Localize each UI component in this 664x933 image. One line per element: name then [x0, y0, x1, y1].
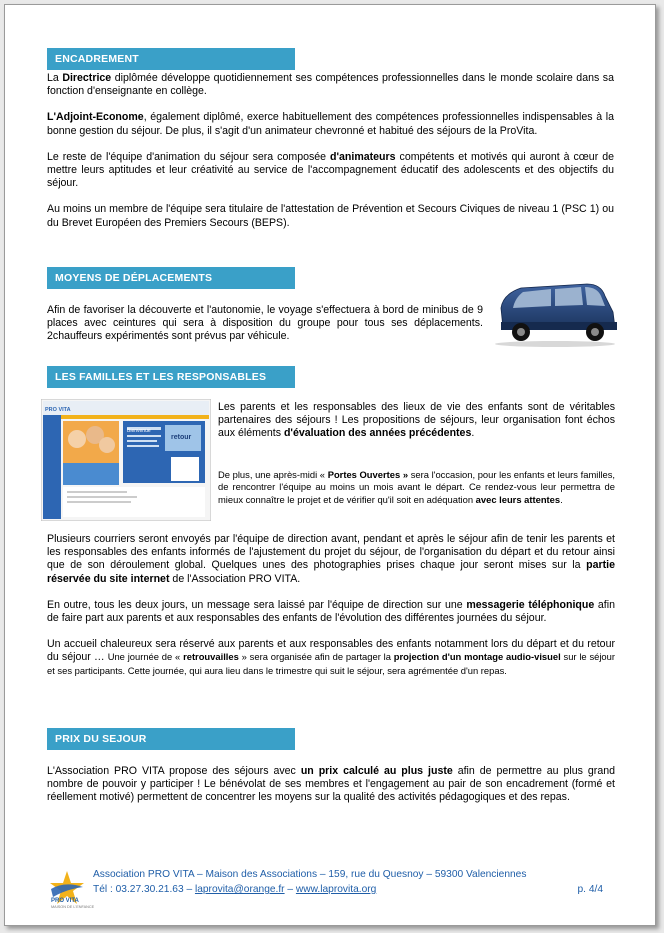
- footer-address: Association PRO VITA – Maison des Associations – 159, rue du Quesnoy – 59300 Valenciennes: [93, 869, 527, 880]
- prix-text: [47, 765, 615, 805]
- paragraph: Afin de favoriser la découverte et l'autonomie, le voyage s'effectuera à bord de minibus de 9 places avec ceintures qui sera à disposition du groupe pour tous ses déplacements. 2chauffeurs expérimentés sont prévus par véhicule.: [47, 304, 483, 343]
- moyens-text: [47, 304, 483, 344]
- paragraph: L'Association PRO VITA propose des séjours avec un prix calculé au plus juste afin de permettre au plus grand nombre de pouvoir y participer ! Le bénévolat de ses membres et l'engagement au pair de son encadrement (formé et réellement motivé) permettent de concentrer les moyens sur la qualité des activités pédagogiques et des repas.: [47, 765, 616, 804]
- familles-intro-text: [218, 401, 615, 441]
- paragraph: Au moins un membre de l'équipe sera titulaire de l'attestation de Prévention et Secours Civiques de niveau 1 (PSC 1) ou du Brevet Européen des Premiers Secours (BEPS).: [47, 203, 614, 229]
- paragraph: Plusieurs courriers seront envoyés par l'équipe de direction avant, pendant et après le séjour afin de tenir les parents et les responsables des enfants informés de l'ajustement du projet du séjour, de l'organisation du départ et du retour ainsi que de son déroulement global. Quelques unes des photographies prises chaque jour seront mises sur la partie réservée du site internet de l'Association PRO VITA.: [47, 533, 615, 585]
- website-welcome-text: Bienvenue: [127, 428, 151, 434]
- paragraph: La Directrice diplômée développe quotidiennement ses compétences professionnelles dans le monde scolaire dans sa fonction d'enseignante en collège.: [47, 72, 614, 98]
- paragraph: Les parents et les responsables des lieux de vie des enfants sont de véritables partenaires des séjours ! Les propositions de séjours, leur organisation font échos aux éléments d'évaluation des années précédentes.: [218, 401, 615, 440]
- website-banner-text: retour: [171, 434, 192, 441]
- encadrement-text: [47, 72, 614, 230]
- logo-text: PRO VITA: [51, 898, 79, 904]
- section-header-encadrement: ENCADREMENT: [47, 48, 295, 70]
- page-number: p. 4/4: [577, 884, 603, 895]
- footer-website-link[interactable]: www.laprovita.org: [295, 884, 377, 895]
- section-header-moyens: MOYENS DE DÉPLACEMENTS: [47, 267, 295, 289]
- paragraph: Un accueil chaleureux sera réservé aux parents et aux responsables des enfants notamment lors du départ et du retour du séjour … Une journée de « retrouvailles » sera organisée afin de partager la projection d'un montage audio-visuel sur le séjour et ses participants. Cette journée, qui aura lieu dans le trimestre qui suit le séjour, sera agrémentée d'un repas.: [47, 638, 615, 676]
- familles-portes-ouvertes-text: [218, 469, 615, 506]
- section-header-familles: LES FAMILLES ET LES RESPONSABLES: [47, 366, 295, 388]
- paragraph: Le reste de l'équipe d'animation du séjour sera composée d'animateurs compétents et motivés qui auront à cœur de mettre leurs aptitudes et leur créativité au service de l'accompagnement éducatif des adolescents et des objectifs du séjour.: [47, 150, 614, 190]
- website-screenshot-image: [41, 399, 211, 521]
- footer-separator: –: [284, 884, 296, 895]
- paragraph: L'Adjoint-Econome, également diplômé, exerce habituellement des compétences professionnelles indispensables à la bonne gestion du séjour. De plus, il s'agit d'un animateur chevronné et habitué des séjours de la ProVita.: [47, 111, 614, 137]
- footer-email-link[interactable]: laprovita@orange.fr: [194, 884, 285, 895]
- paragraph: De plus, une après-midi « Portes Ouvertes » sera l'occasion, pour les enfants et leurs familles, de rencontrer l'équipe au moins un mois avant le départ. Ce rendez-vous leur permettra de mieux connaître le projet et de vérifier qu'il soit en adéquation avec leurs attentes.: [218, 469, 616, 505]
- logo-subtext: MAISON DE L'ENFANCE: [51, 905, 95, 909]
- familles-text: [47, 533, 615, 678]
- footer-contact: [93, 884, 613, 895]
- minibus-image: [491, 278, 619, 348]
- section-header-prix: PRIX DU SEJOUR: [47, 728, 295, 750]
- document-page: [4, 4, 656, 926]
- paragraph: En outre, tous les deux jours, un message sera laissé par l'équipe de direction sur une messagerie téléphonique afin de faire part aux parents et aux responsables des enfants de l'évolution des différentes journées du séjour.: [47, 598, 615, 625]
- website-logo-text: PRO VITA: [45, 407, 71, 413]
- footer-tel: Tél : 03.27.30.21.63 –: [93, 884, 195, 895]
